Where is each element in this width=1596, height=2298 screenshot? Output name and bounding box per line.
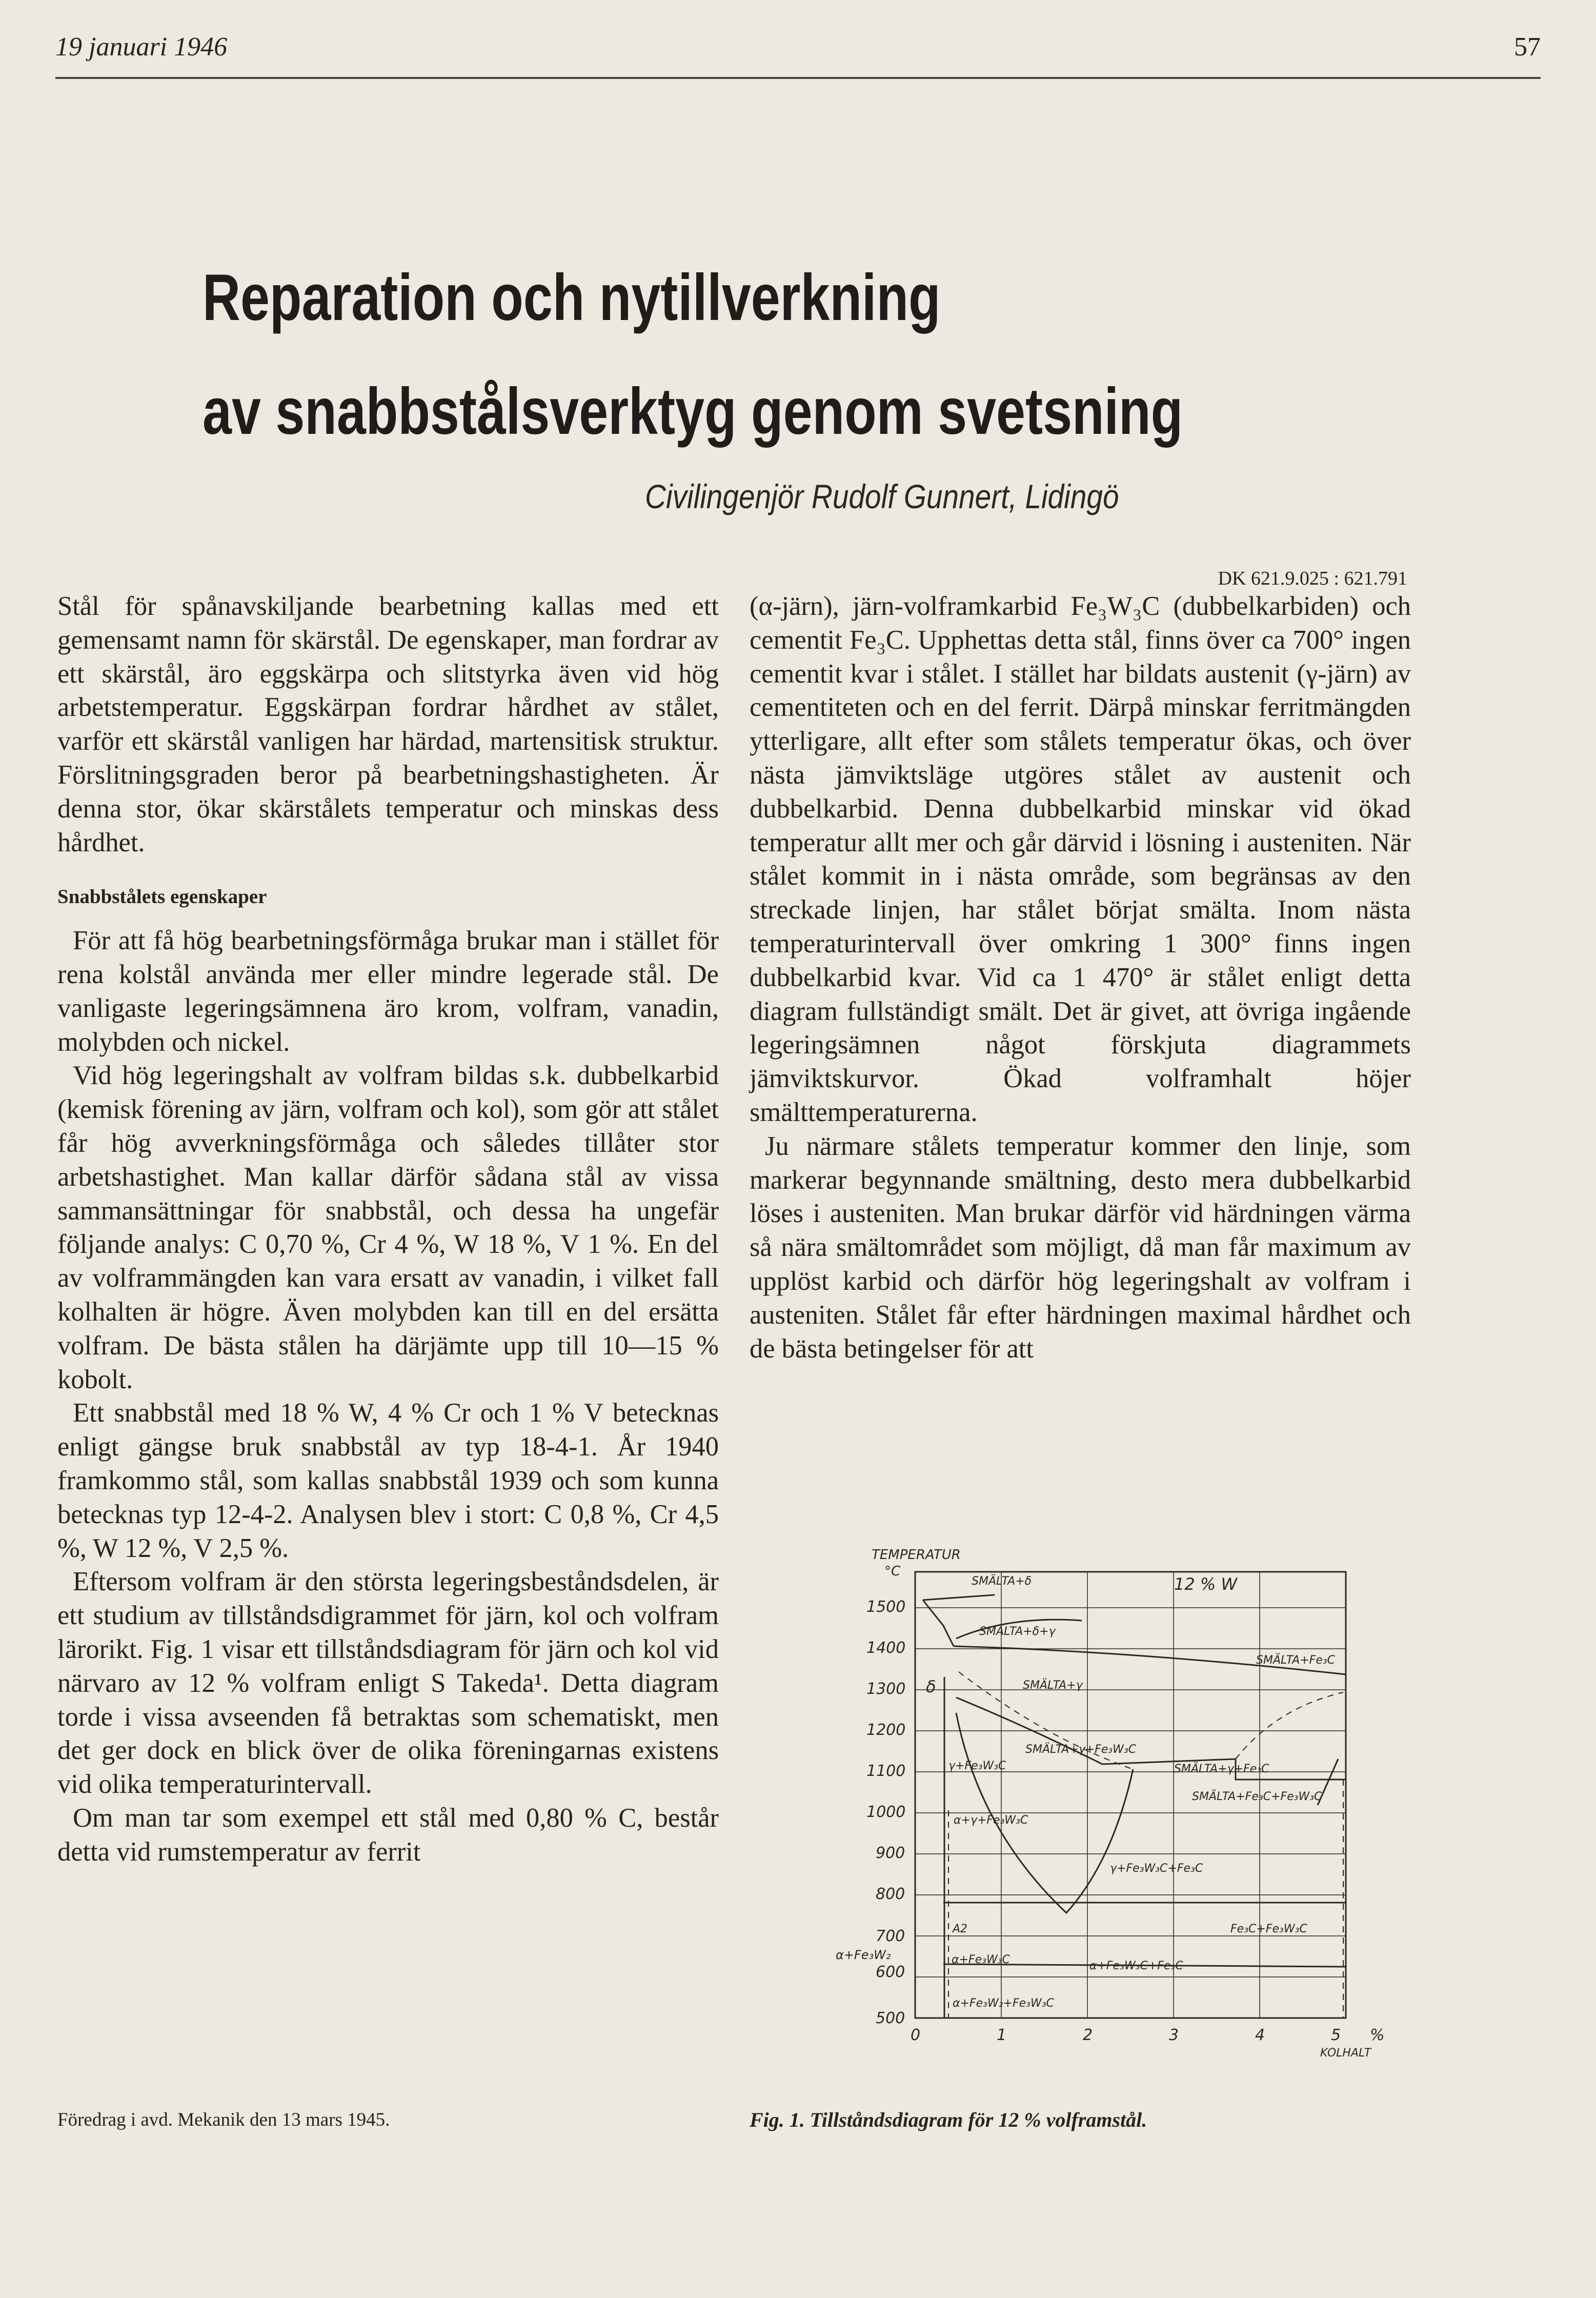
article-title (203, 241, 1183, 469)
page-number: 57 (1514, 32, 1541, 62)
x-tick-label: 0 (911, 2026, 921, 2044)
author-byline: Civilingenjör Rudolf Gunnert, Lidingö (645, 477, 1119, 515)
dk-classification: DK 621.9.025 : 621.791 (1218, 568, 1407, 589)
paragraph: Ju närmare stålets temperatur kommer den linje, som markerar begynnande smältning, desto mera dubbelkarbid löses i austeniten. Man brukar därför vid härdningen värma så nära smältområdet som möjligt, då man får maximum av upplöst karbid och därför hög legeringshalt av volfram i austeniten. Stålet får efter härdningen maximal hårdhet och de bästa betingelser för att (750, 1131, 1411, 1364)
y-tick-label: 1100 (866, 1762, 906, 1780)
x-tick-label: 4 (1255, 2026, 1265, 2044)
y-tick-label: 500 (876, 2009, 905, 2027)
paragraph: För att få hög bearbetningsförmåga brukar man i stället för rena kolstål använda mer eller mindre legerade stål. De vanligaste legeringsämnena äro krom, volfram, vanadin, molybden och nickel. (57, 926, 719, 1057)
paragraph: Eftersom volfram är den största legeringsbeståndsdelen, är ett studium av tillståndsdigrammet för järn, kol och volfram lärorikt. Fig. 1 visar ett tillståndsdiagram för järn och kol vid närvaro av 12 % volfram enligt S Takeda¹. Detta diagram torde i vissa avseenden få betraktas som schematiskt, men det ger dock en blick över de olika föreningarnas existens vid olika temperaturintervall. (57, 1567, 719, 1800)
left-column (57, 590, 719, 1869)
y-tick-label: 1400 (866, 1639, 906, 1657)
region-label: SMÄLTA+γ+Fe₃W₃C (1025, 1743, 1137, 1756)
y-tick-label: 700 (876, 1927, 905, 1945)
title-line-2: av snabbstålsverktyg genom svetsning (203, 375, 1183, 448)
paragraph: Ett snabbstål med 18 % W, 4 % Cr och 1 % V betecknas enligt gängse bruk snabbstål av typ 18-4-1. År 1940 framkommo stål, som kallas snabbstål 1939 och som kunna betecknas typ 12-4-2. Analysen blev i stort: C 0,8 %, Cr 4,5 %, W 12 %, V 2,5 %. (57, 1398, 719, 1563)
region-label: δ (926, 1677, 936, 1696)
y-tick-label: 1200 (866, 1721, 906, 1739)
y-tick-label: 800 (876, 1885, 905, 1903)
y-tick-label: 1500 (866, 1598, 906, 1616)
x-axis-title: KOLHALT (1320, 2047, 1371, 2056)
region-label: SMÄLTA+Fe₃C (1256, 1654, 1336, 1667)
region-label: γ+Fe₃W₃C+Fe₃C (1110, 1862, 1203, 1875)
region-label: Fe₃C+Fe₃W₃C (1230, 1923, 1307, 1935)
region-label: SMÄLTA+γ (1023, 1679, 1083, 1692)
region-label: α+Fe₃W₃C (952, 1953, 1010, 1966)
y-extra-label: α+Fe₃W₂ (836, 1948, 891, 1962)
paragraph: Stål för spånavskiljande bearbetning kallas med ett gemensamt namn för skärstål. De egenskaper, man fordrar av ett skärstål, äro eggskärpa och slitstyrka även vid hög arbetstemperatur. Eggskärpan fordrar hårdhet av stålet, varför ett skärstål vanligen har härdad, martensitisk struktur. Förslitningsgraden beror på bearbetningshastigheten. Är denna stor, ökar skärstålets temperatur och minskas dess hårdhet. (57, 591, 719, 857)
running-head (55, 32, 1541, 68)
paragraph: Vid hög legeringshalt av volfram bildas s.k. dubbelkarbid (kemisk förening av järn, volfram och kol), som gör att stålet får hög avverkningsförmåga och således tillåter stor arbetshastighet. Man kallar därför sådana stål av vissa sammansättningar för snabbstål, och dessa ha ungefär följande analys: C 0,70 %, Cr 4 %, W 18 %, V 1 %. En del av volframmängden kan vara ersatt av vanadin, i vilket fall kolhalten är högre. Även molybden kan till en del ersätta volfram. De bästa stålen ha därjämte upp till 10—15 % kobolt. (57, 1061, 719, 1394)
y-tick-label: 1000 (866, 1803, 906, 1821)
region-label: α+γ+Fe₃W₃C (954, 1814, 1028, 1827)
footnote: Föredrag i avd. Mekanik den 13 mars 1945. (57, 2109, 390, 2130)
region-label: SMÄLTA+δ+γ (979, 1625, 1056, 1638)
y-tick-label: 900 (876, 1844, 905, 1862)
region-label: α+Fe₃W₂+Fe₃W₃C (953, 1997, 1054, 2010)
phase-diagram-figure (825, 1544, 1415, 2056)
region-label: SMÄLTA+γ+Fe₃C (1174, 1763, 1269, 1775)
paragraph: Om man tar som exempel ett stål med 0,80 % C, består detta vid rumstemperatur av ferrit (57, 1803, 719, 1867)
section-heading: Snabbstålets egenskaper (57, 886, 267, 908)
issue-date: 19 januari 1946 (55, 32, 228, 62)
x-tick-label: 5 (1331, 2026, 1341, 2044)
region-label: γ+Fe₃W₃C (948, 1760, 1006, 1772)
tungsten-label: 12 % W (1174, 1574, 1238, 1594)
region-label: SMÄLTA+Fe₃C+Fe₃W₃C (1192, 1790, 1322, 1803)
x-tick-labels (911, 2026, 1385, 2044)
phase-diagram (825, 1544, 1415, 2056)
y-axis-title: TEMPERATUR (872, 1547, 961, 1563)
y-tick-labels (836, 1598, 905, 2027)
region-label: α+Fe₃W₃C+Fe₃C (1089, 1960, 1183, 1972)
x-tick-label: 1 (997, 2026, 1007, 2044)
y-axis-unit: °C (884, 1564, 901, 1579)
paragraph: (α-järn), järn-volframkarbid Fe₃W₃C (dubbelkarbiden) och cementit Fe₃C. Upphettas detta stål, finns över ca 700° ingen cementit kvar i stålet. I stället har bildats austenit (γ-järn) av cementiteten och en del ferrit. Därpå minskar ferritmängden ytterligare, allt efter som stålets temperatur ökas, och över nästa jämviktsläge utgöres stålet av austenit och dubbelkarbid. Denna dubbelkarbid minskar vid ökad temperatur allt mer och går därvid i lösning i austeniten. När stålet kommit in i nästa område, som begränsas av den streckade linjen, har stålet börjat smälta. Inom nästa temperaturintervall över omkring 1 300° finns ingen dubbelkarbid kvar. Vid ca 1 470° är stålet enligt detta diagram fullständigt smält. Det är givet, att övriga ingående legeringsämnen något förskjuta diagrammets jämviktskurvor. Ökad volframhalt höjer smälttemperaturerna. (750, 591, 1411, 1127)
figure-caption: Fig. 1. Tillståndsdiagram för 12 % volframstål. (750, 2108, 1147, 2131)
region-label: SMÄLTA+δ (972, 1575, 1032, 1588)
header-rule (55, 77, 1541, 79)
region-labels (926, 1574, 1336, 2010)
right-column (750, 590, 1411, 1366)
x-unit: % (1370, 2026, 1385, 2044)
x-tick-label: 3 (1169, 2026, 1179, 2044)
y-tick-label: 600 (876, 1963, 905, 1981)
title-line-1: Reparation och nytillverkning (203, 261, 941, 334)
x-tick-label: 2 (1083, 2026, 1093, 2044)
region-label: A2 (953, 1923, 968, 1935)
y-tick-label: 1300 (866, 1680, 906, 1698)
